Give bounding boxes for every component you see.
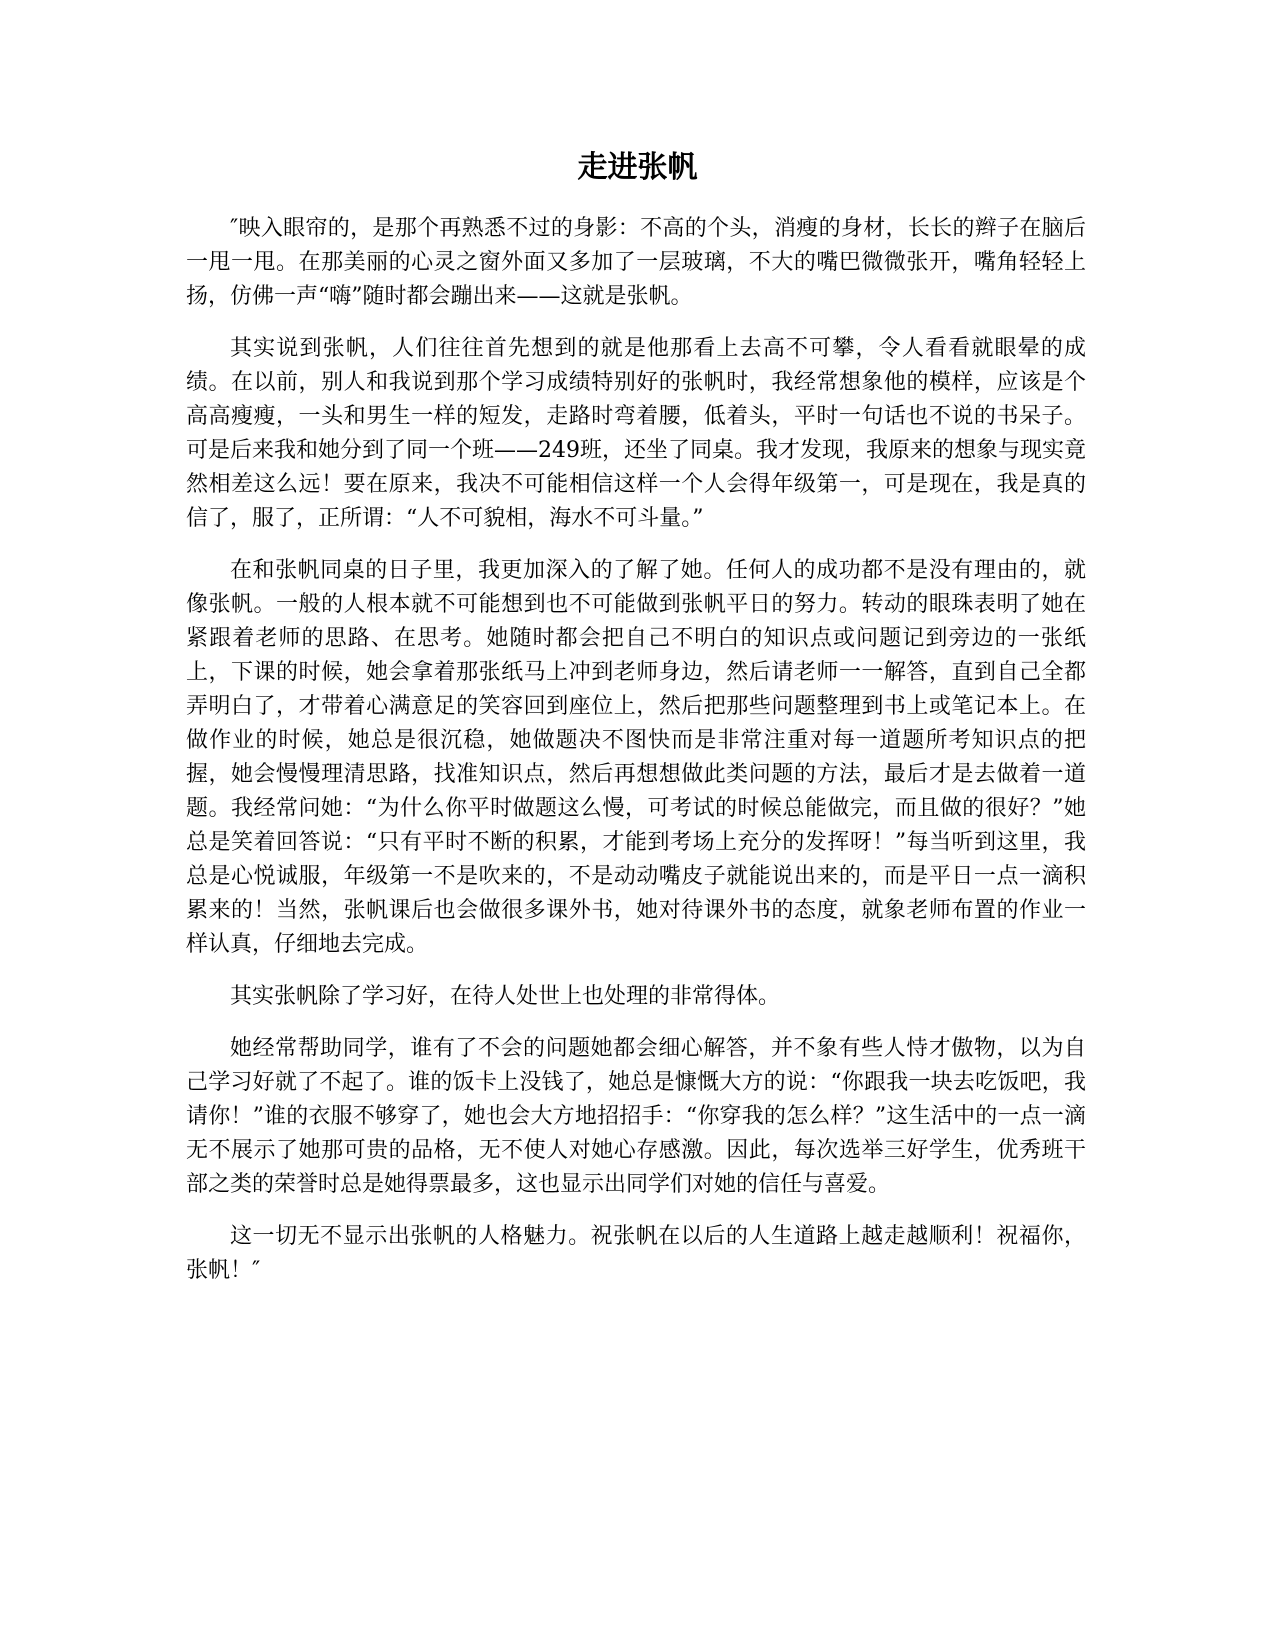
document-body xyxy=(186,212,1086,1306)
document-title: 走进张帆 xyxy=(577,150,698,185)
paragraph-5: 她经常帮助同学，谁有了不会的问题她都会细心解答，并不象有些人恃才傲物，以为自己学习好就了不起了。谁的饭卡上没钱了，她总是慷慨大方的说：“你跟我一块去吃饭吧，我请你！”谁的衣服不够穿了，她也会大方地招招手：“你穿我的怎么样？”这生活中的一点一滴无不展示了她那可贵的品格，无不使人对她心存感激。因此，每次选举三好学生，优秀班干部之类的荣誉时总是她得票最多，这也显示出同学们对她的信任与喜爱。 xyxy=(186,1036,1086,1197)
paragraph-2: 其实说到张帆，人们往往首先想到的就是他那看上去高不可攀，令人看看就眼晕的成绩。在以前，别人和我说到那个学习成绩特别好的张帆时，我经常想象他的模样，应该是个高高瘦瘦，一头和男生一样的短发，走路时弯着腰，低着头，平时一句话也不说的书呆子。可是后来我和她分到了同一个班——249班，还坐了同桌。我才发现，我原来的想象与现实竟然相差这么远！要在原来，我决不可能相信这样一个人会得年级第一，可是现在，我是真的信了，服了，正所谓：“人不可貌相，海水不可斗量。” xyxy=(186,336,1086,531)
paragraph-6: 这一切无不显示出张帆的人格魅力。祝张帆在以后的人生道路上越走越顺利！祝福你，张帆！″ xyxy=(186,1224,1086,1283)
paragraph-4: 其实张帆除了学习好，在待人处世上也处理的非常得体。 xyxy=(230,984,781,1009)
paragraph-3: 在和张帆同桌的日子里，我更加深入的了解了她。任何人的成功都不是没有理由的，就像张帆。一般的人根本就不可能想到也不可能做到张帆平日的努力。转动的眼珠表明了她在紧跟着老师的思路、在思考。她随时都会把自己不明白的知识点或问题记到旁边的一张纸上，下课的时候，她会拿着那张纸马上冲到老师身边，然后请老师一一解答，直到自己全都弄明白了，才带着心满意足的笑容回到座位上，然后把那些问题整理到书上或笔记本上。在做作业的时候，她总是很沉稳，她做题决不图快而是非常注重对每一道题所考知识点的把握，她会慢慢理清思路，找准知识点，然后再想想做此类问题的方法，最后才是去做着一道题。我经常问她：“为什么你平时做题这么慢，可考试的时候总能做完，而且做的很好？”她总是笑着回答说：“只有平时不断的积累，才能到考场上充分的发挥呀！”每当听到这里，我总是心悦诚服，年级第一不是吹来的，不是动动嘴皮子就能说出来的，而是平日一点一滴积累来的！当然，张帆课后也会做很多课外书，她对待课外书的态度，就象老师布置的作业一样认真，仔细地去完成。 xyxy=(186,558,1086,957)
paragraph-1: ″映入眼帘的，是那个再熟悉不过的身影：不高的个头，消瘦的身材，长长的辫子在脑后一甩一甩。在那美丽的心灵之窗外面又多加了一层玻璃，不大的嘴巴微微张开，嘴角轻轻上扬，仿佛一声“嗨”随时都会蹦出来——这就是张帆。 xyxy=(186,216,1086,309)
